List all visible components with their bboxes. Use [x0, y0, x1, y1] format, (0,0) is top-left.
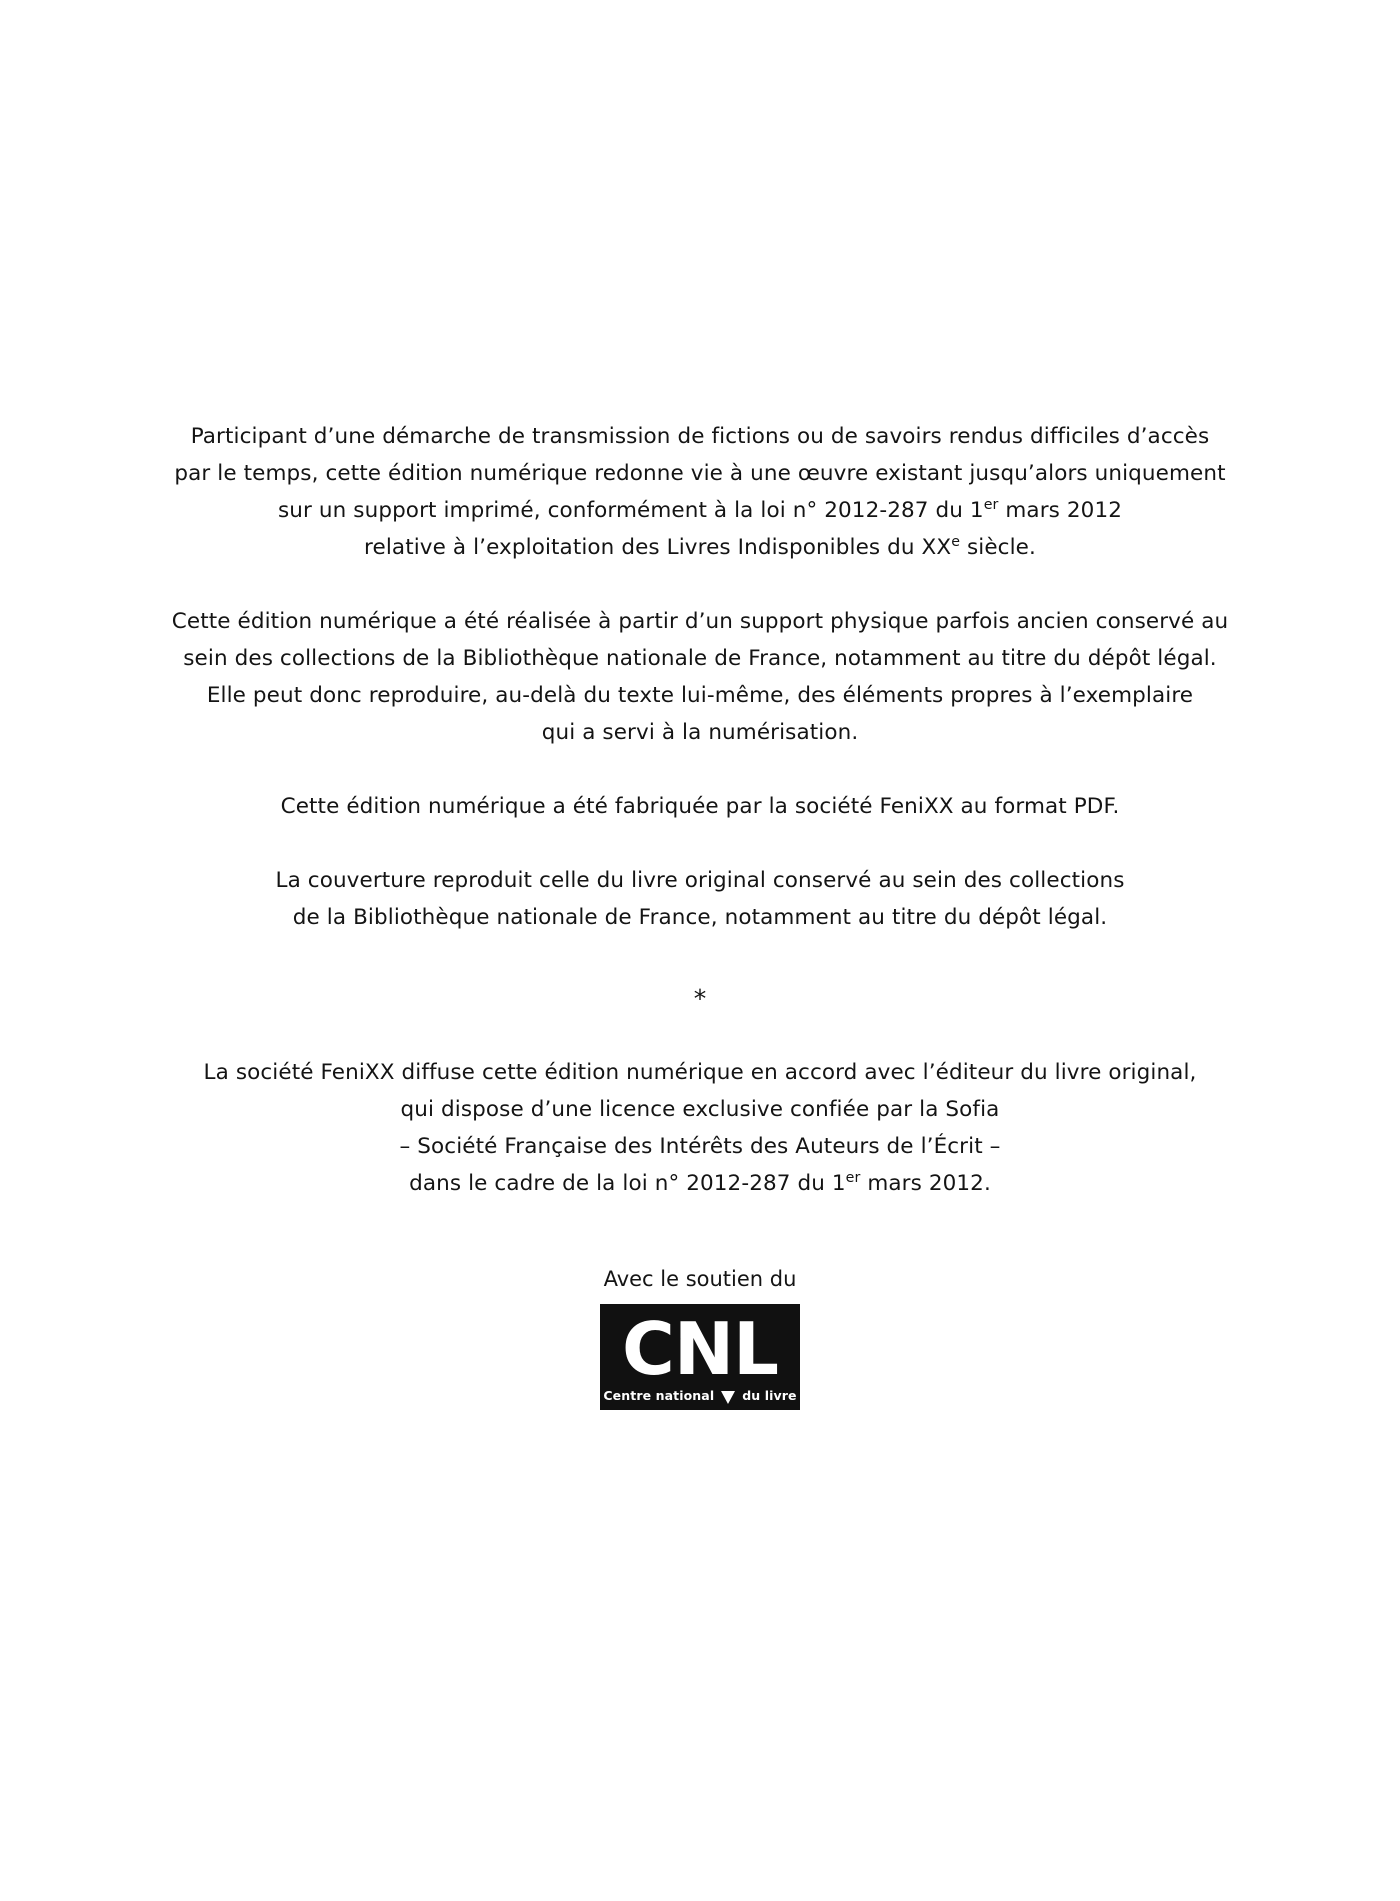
text-line: relative à l’exploitation des Livres Indisponibles du XXe siècle. — [364, 533, 1036, 560]
text-line: Participant d’une démarche de transmission de fictions ou de savoirs rendus difficiles d’accès — [190, 424, 1210, 449]
text-line: Cette édition numérique a été fabriquée par la société FeniXX au format PDF. — [280, 794, 1120, 819]
paragraph-source — [135, 603, 1265, 751]
text-line: par le temps, cette édition numérique redonne vie à une œuvre existant jusqu’alors uniquement — [174, 461, 1226, 486]
text-line: de la Bibliothèque nationale de France, notamment au titre du dépôt légal. — [292, 905, 1108, 930]
text-line: Elle peut donc reproduire, au-delà du texte lui-même, des éléments propres à l’exemplaire — [206, 683, 1194, 708]
text-line: La société FeniXX diffuse cette édition numérique en accord avec l’éditeur du livre original, — [203, 1060, 1197, 1085]
paragraph-cover — [135, 862, 1265, 936]
text-line: La couverture reproduit celle du livre original conservé au sein des collections — [275, 868, 1125, 893]
support-caption: Avec le soutien du — [603, 1267, 797, 1291]
text-line: qui dispose d’une licence exclusive confiée par la Sofia — [400, 1097, 1000, 1122]
cnl-logo — [600, 1304, 800, 1410]
cnl-subtitle — [600, 1387, 800, 1410]
text-line: Cette édition numérique a été réalisée à partir d’un support physique parfois ancien conservé au — [171, 609, 1229, 634]
document-body — [0, 418, 1400, 1410]
paragraph-mission — [135, 418, 1265, 566]
cnl-acronym: CNL — [622, 1307, 778, 1391]
text-line: – Société Française des Intérêts des Auteurs de l’Écrit – — [399, 1134, 1001, 1159]
text-line: sein des collections de la Bibliothèque nationale de France, notamment au titre du dépôt légal. — [183, 646, 1217, 671]
support-section — [0, 1264, 1400, 1410]
text-line: dans le cadre de la loi n° 2012-287 du 1er mars 2012. — [409, 1169, 991, 1196]
text-line: sur un support imprimé, conformément à la loi n° 2012-287 du 1er mars 2012 — [278, 496, 1122, 523]
text-line: qui a servi à la numérisation. — [541, 720, 859, 745]
paragraph-format — [135, 788, 1265, 825]
cnl-subtitle-right: du livre — [742, 1388, 797, 1403]
cnl-subtitle-left: Centre national — [603, 1388, 715, 1403]
paragraph-rights — [135, 1054, 1265, 1202]
triangle-icon — [721, 1391, 735, 1404]
asterisk-separator: * — [693, 984, 707, 1013]
